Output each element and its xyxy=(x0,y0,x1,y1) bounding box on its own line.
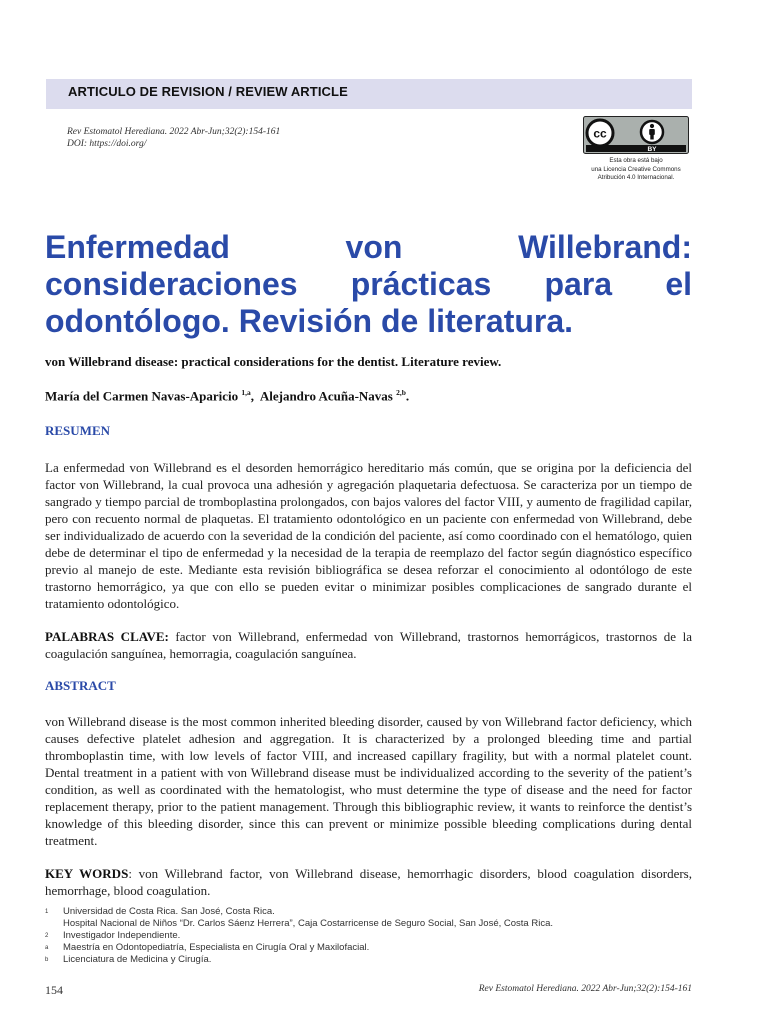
resumen-text: La enfermedad von Willebrand es el desorden hemorrágico hereditario más común, que se origina por la deficiencia del factor von Willebrand, la cual provoca una adhesión y agregación plaquetaria defectuosa. Se caracteriza por un tiempo de sangrado y tiempo parcial de tromboplastina prolongados, con bajos valores del factor VIII, y aumento de fragilidad capilar, pero con recuento normal de plaquetas. El tratamiento odontológico en un paciente con enfermedad von Willebrand, debe ser individualizado de acuerdo con la severidad de la condición del paciente, así como coordinado con el hematólogo, quien debe de determinar el tipo de enfermedad y la necesidad de la terapia de reemplazo del factor según diagnóstico específico previo al manejo de este. Mediante esta revisión bibliográfica se desea reforzar el conocimiento al odontólogo de este trastorno hemorrágico, ya que con ello se pueden evitar o minimizar posibles complicaciones de sangrado durante el tratamiento odontológico. xyxy=(45,460,692,611)
page-number: 154 xyxy=(45,983,63,997)
author-affiliation-marker: 1,a xyxy=(241,388,251,397)
footnote-text: Licenciatura de Medicina y Cirugía. xyxy=(63,954,212,965)
license-link[interactable]: una Licencia Creative Commons xyxy=(591,165,681,173)
footnote-text: Maestría en Odontopediatría, Especialista en Cirugía Oral y Maxilofacial. xyxy=(63,942,370,953)
section-banner xyxy=(46,79,692,109)
svg-text:cc: cc xyxy=(593,126,607,141)
journal-citation xyxy=(67,126,280,150)
article-title: Enfermedad von Willebrand: consideraciones prácticas para el odontólogo. Revisión de literatura. xyxy=(45,229,692,339)
license-notice xyxy=(576,157,696,183)
footnote-marker: b xyxy=(45,957,49,963)
citation-line: Rev Estomatol Herediana. 2022 Abr-Jun;32(2):154-161 xyxy=(67,127,281,137)
footnote xyxy=(45,954,692,966)
footnote xyxy=(45,942,692,954)
license-line: Esta obra está bajo xyxy=(609,157,663,164)
author-name: María del Carmen Navas-Aparicio xyxy=(45,388,239,404)
key-words xyxy=(45,865,692,899)
author-name: Alejandro Acuña-Navas xyxy=(259,388,393,404)
footnote xyxy=(45,930,692,942)
footnote-text: Investigador Independiente. xyxy=(63,930,181,941)
keywords-list: : von Willebrand factor, von Willebrand disease, hemorrhagic disorders, blood coagulation disorders, hemorrhage, blood coagulation. xyxy=(45,866,692,898)
palabras-clave xyxy=(45,628,692,662)
footnote-marker: 1 xyxy=(45,909,49,915)
resumen-heading: RESUMEN xyxy=(45,423,111,438)
footnote-text: Hospital Nacional de Niños “Dr. Carlos Sáenz Herrera”, Caja Costarricense de Seguro Social, San José, Costa Rica. xyxy=(63,918,553,929)
affiliation-footnotes xyxy=(45,906,692,966)
author-list: María del Carmen Navas-Aparicio $^{1,a}$, Alejandro Acuña-Navas $^{2,b}$. xyxy=(45,388,410,404)
abstract-text: von Willebrand disease is the most common inherited bleeding disorder, caused by von Willebrand factor deficiency, which causes defective platelet adhesion and aggregation. It is characterized by a prolonged bleeding time and partial thromboplastin time, with low levels of factor VIII, and increased capillary fragility, but with a normal platelet count. Dental treatment in a patient with von Willebrand disease must be individualized according to the severity of the patient’s condition, as well as coordinated with the hematologist, who must determine the type of disease and the need for factor replacement therapy, prior to the patient management. Through this bibliographic review, it wants to reinforce the dentist’s knowledge of this bleeding disorder, since this can prevent or minimize possible bleeding complications during dental treatment. xyxy=(45,714,692,848)
footnote-marker: a xyxy=(45,945,49,951)
english-title: von Willebrand disease: practical considerations for the dentist. Literature review. xyxy=(45,354,502,369)
keywords-list: factor von Willebrand, enfermedad von Willebrand, trastornos hemorrágicos, trastornos de la coagulación sanguínea, hemorragia, coagulación sanguínea. xyxy=(45,629,692,661)
doi-link[interactable]: DOI: https://doi.org/ xyxy=(67,139,147,149)
banner-label: ARTICULO DE REVISION / REVIEW ARTICLE xyxy=(68,84,348,99)
footnote-marker xyxy=(45,918,63,930)
footnote-marker: 2 xyxy=(45,933,49,939)
author-affiliation-marker: 2,b xyxy=(396,388,406,397)
abstract-heading: ABSTRACT xyxy=(45,678,116,693)
footer-citation: Rev Estomatol Herediana. 2022 Abr-Jun;32(2):154-161 xyxy=(478,984,692,994)
keywords-label: KEY WORDS xyxy=(45,866,129,881)
footnote xyxy=(45,918,692,930)
footnote-text: Universidad de Costa Rica. San José, Costa Rica. xyxy=(63,906,275,917)
footnote xyxy=(45,906,692,918)
creative-commons-badge[interactable] xyxy=(583,116,689,154)
cc-by-label: BY xyxy=(647,146,657,153)
keywords-label: PALABRAS CLAVE: xyxy=(45,629,169,644)
license-line: Atribución 4.0 Internacional. xyxy=(597,174,675,181)
